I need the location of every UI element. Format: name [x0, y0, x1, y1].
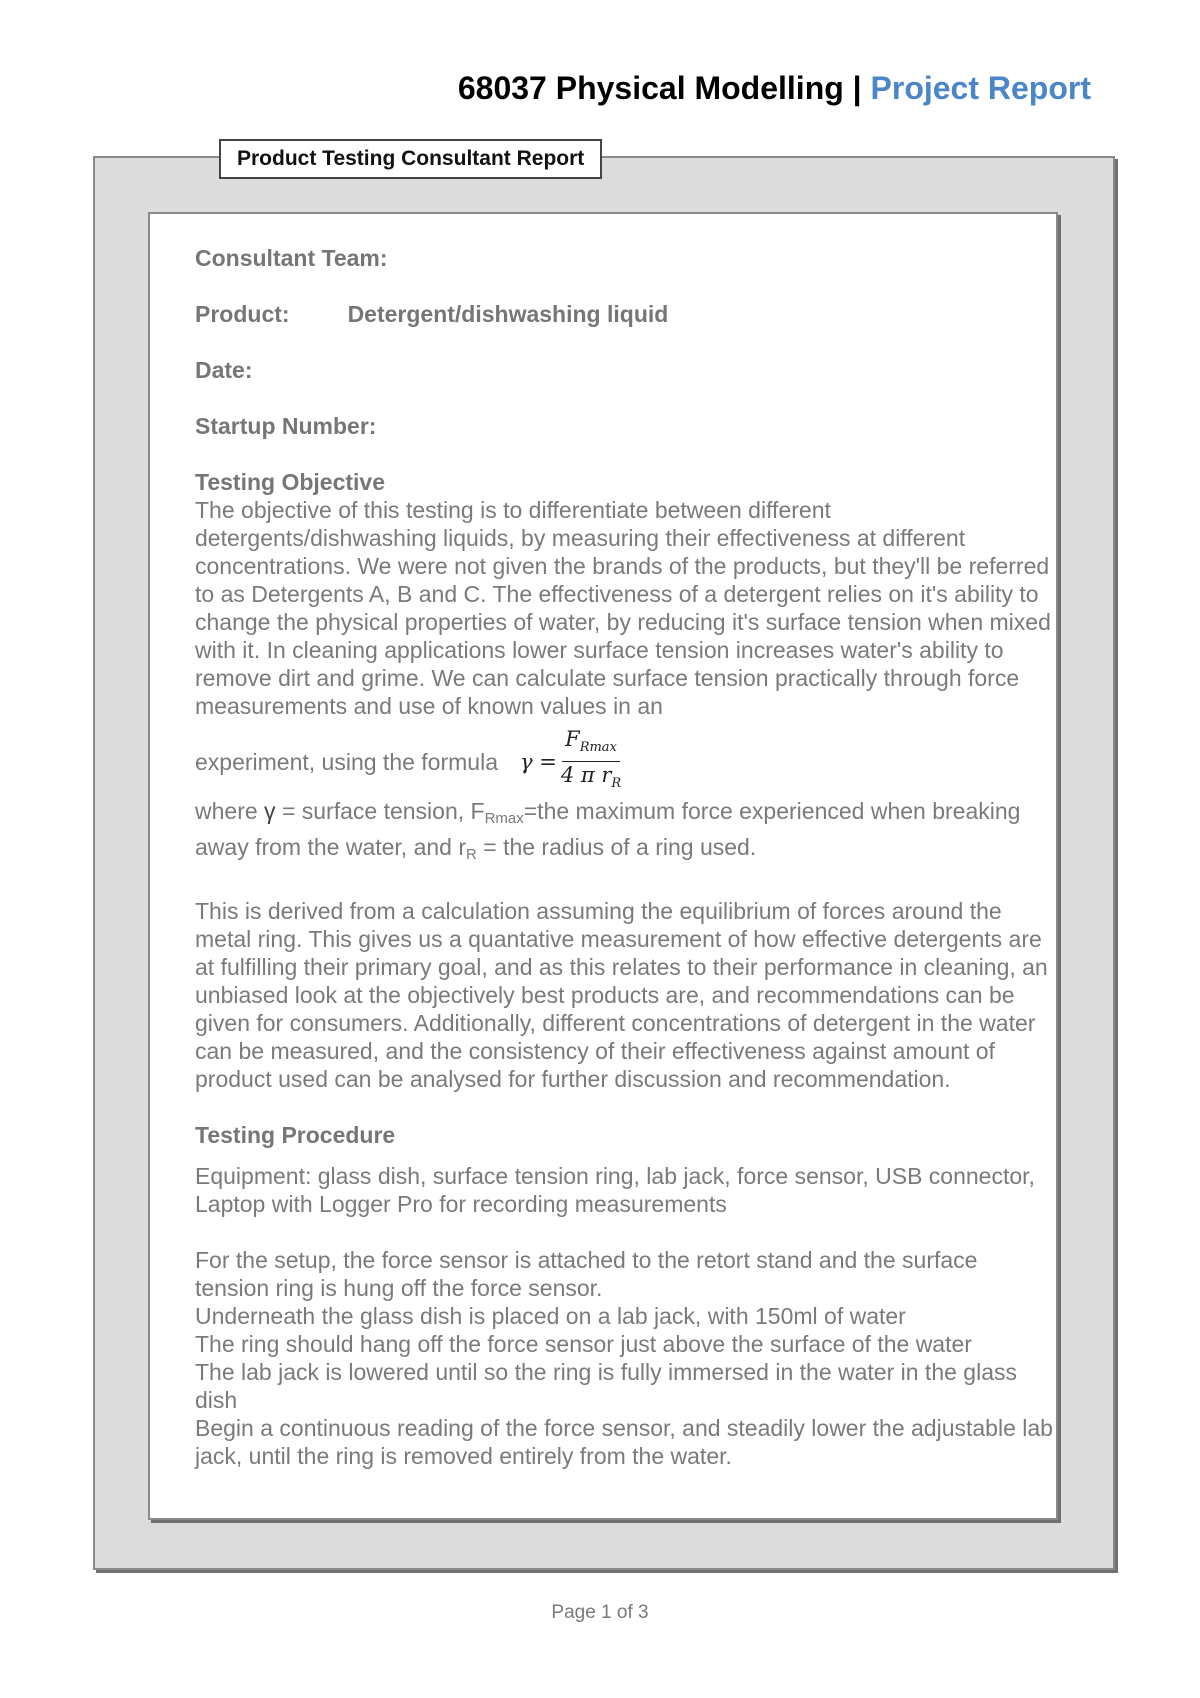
formula-explanation: where γ = surface tension, FRmax=the maximum force experienced when breaking away from the water, and rR = the radius of a ring used.	[195, 798, 1021, 864]
consultant-team-label: Consultant Team:	[195, 245, 388, 271]
surface-tension-formula	[520, 726, 621, 797]
frame-title: Product Testing Consultant Report	[219, 139, 602, 179]
procedure-step: For the setup, the force sensor is attached to the retort stand and the surface tension ring is hung off the force sensor.	[195, 1247, 978, 1302]
date-field	[195, 356, 1055, 384]
formula-lead: experiment, using the formula	[195, 748, 498, 775]
report-type: Project Report	[870, 70, 1091, 106]
formula-numerator: $F_{Rmax}$	[562, 726, 620, 762]
equipment-list: Equipment: glass dish, surface tension ring, lab jack, force sensor, USB connector, Laptop with Logger Pro for recording measurements	[195, 1163, 1035, 1218]
objective-heading: Testing Objective	[195, 469, 386, 495]
date-label: Date:	[195, 357, 253, 383]
startup-number-label: Startup Number:	[195, 413, 377, 439]
product-label: Product:	[195, 301, 290, 327]
procedure-heading: Testing Procedure	[195, 1122, 396, 1149]
procedure-step: The lab jack is lowered until so the ring is fully immersed in the water in the glass dish	[195, 1359, 1017, 1414]
product-value: Detergent/dishwashing liquid	[347, 301, 669, 327]
procedure-step: The ring should hang off the force sensor just above the surface of the water	[195, 1331, 972, 1358]
product-field	[195, 300, 1055, 328]
consultant-team-field	[195, 244, 1055, 272]
formula-fraction	[561, 726, 621, 797]
page-header	[458, 70, 1091, 107]
course-title: 68037 Physical Modelling |	[457, 70, 862, 106]
procedure-step: Begin a continuous reading of the force sensor, and steadily lower the adjustable lab jack, until the ring is removed entirely from the water.	[195, 1415, 1053, 1470]
procedure-step: Underneath the glass dish is placed on a lab jack, with 150ml of water	[195, 1303, 906, 1330]
formula-denominator: 4 π $r_R$	[560, 763, 622, 792]
startup-number-field	[195, 412, 1055, 440]
formula-line	[195, 726, 1055, 797]
objective-intro: The objective of this testing is to differentiate between different detergents/dishwashing liquids, by measuring their effectiveness at different concentrations. We were not given the brands of the products, but they'll be referred to as Detergents A, B and C. The effectiveness of a detergent relies on it's ability to change the physical properties of water, by reducing it's surface tension when mixed with it. In cleaning applications lower surface tension increases water's ability to remove dirt and grime. We can calculate surface tension practically through force measurements and use of known values in an	[195, 497, 1051, 719]
objective-paragraph-2: This is derived from a calculation assuming the equilibrium of forces around the metal ring. This gives us a quantative measurement of how effective detergents are at fulfilling their primary goal, and as this relates to their performance in cleaning, an unbiased look at the objectively best products are, and recommendations can be given for consumers. Additionally, different concentrations of detergent in the water can be measured, and the consistency of their effectiveness against amount of product used can be analysed for further discussion and recommendation.	[195, 898, 1048, 1093]
formula-lhs: γ =	[520, 749, 557, 774]
page-number: Page 1 of 3	[551, 1602, 649, 1623]
report-content	[195, 244, 1055, 1470]
